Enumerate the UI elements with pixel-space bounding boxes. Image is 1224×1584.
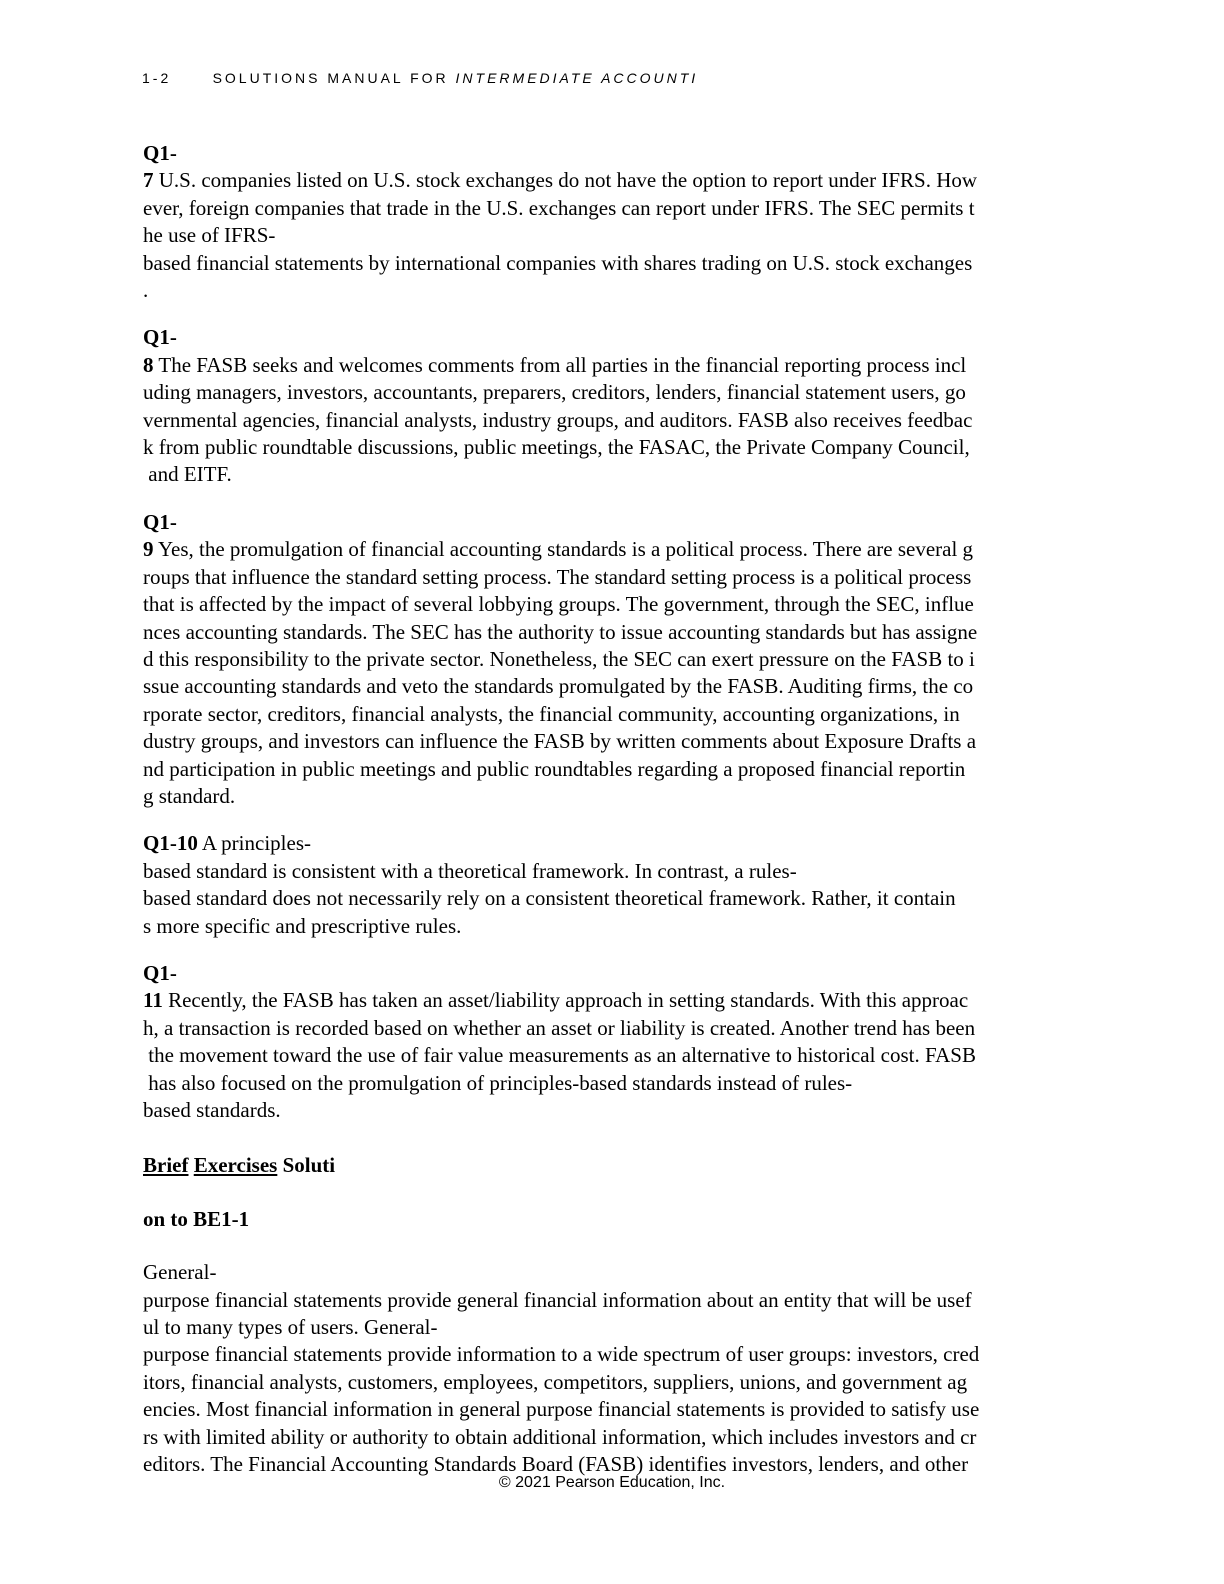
copyright-footer: © 2021 Pearson Education, Inc.	[498, 1474, 726, 1491]
answer-line: vernmental agencies, financial analysts, industry groups, and auditors. FASB also receives feedbac	[143, 407, 973, 432]
question-11	[143, 960, 1078, 1124]
answer-line: has also focused on the promulgation of principles-based standards instead of rules-	[143, 1070, 853, 1095]
question-number: 7	[143, 168, 154, 193]
answer-line: h, a transaction is recorded based on whether an asset or liability is created. Another trend has been	[143, 1015, 976, 1040]
question-number: 11	[143, 988, 163, 1013]
answer-line: g standard.	[143, 783, 236, 808]
answer-line: Recently, the FASB has taken an asset/liability approach in setting standards. With this approac	[162, 988, 969, 1013]
section-heading	[143, 1152, 1078, 1179]
answer-line: itors, financial analysts, customers, employees, competitors, suppliers, unions, and government ag	[143, 1369, 968, 1394]
question-label: Q1-	[143, 509, 177, 534]
answer-line: that is affected by the impact of several lobbying groups. The government, through the SEC, influe	[143, 592, 974, 617]
heading-word-soluti: Soluti	[282, 1153, 336, 1178]
page-number: 1-2	[142, 70, 172, 86]
answer-line: The FASB seeks and welcomes comments from all parties in the financial reporting process incl	[153, 352, 967, 377]
answer-line: based financial statements by international companies with shares trading on U.S. stock exchanges	[143, 250, 973, 275]
question-number: 8	[143, 352, 154, 377]
answer-line: rs with limited ability or authority to obtain additional information, which includes investors and cr	[143, 1424, 977, 1449]
answer-line: based standards.	[143, 1098, 281, 1122]
question-label: Q1-10	[143, 831, 198, 856]
heading-word-brief: Brief	[143, 1153, 189, 1178]
answer-line: nces accounting standards. The SEC has the authority to issue accounting standards but has assigne	[143, 619, 978, 644]
answer-line: k from public roundtable discussions, public meetings, the FASAC, the Private Company Council,	[143, 435, 970, 460]
running-header	[142, 70, 698, 86]
answer-line: d this responsibility to the private sector. Nonetheless, the SEC can exert pressure on the FASB to i	[143, 646, 975, 671]
answer-line: s more specific and prescriptive rules.	[143, 913, 462, 938]
header-title-italic: INTERMEDIATE ACCOUNTI	[455, 70, 699, 86]
question-label: Q1-	[143, 325, 177, 350]
answer-line: roups that influence the standard setting process. The standard setting process is a political process	[143, 564, 972, 589]
question-number: 9	[143, 537, 154, 562]
answer-line: General-	[143, 1260, 217, 1285]
answer-line: based standard is consistent with a theoretical framework. In contrast, a rules-	[143, 858, 797, 883]
answer-line: purpose financial statements provide general financial information about an entity that will be usef	[143, 1287, 972, 1312]
answer-line: the movement toward the use of fair value measurements as an alternative to historical cost. FASB	[143, 1043, 976, 1068]
answer-line: encies. Most financial information in general purpose financial statements is provided to satisfy use	[143, 1397, 980, 1422]
answer-line: .	[143, 278, 149, 303]
answer-line: nd participation in public meetings and public roundtables regarding a proposed financial reportin	[143, 756, 966, 781]
answer-line: Yes, the promulgation of financial accounting standards is a political process. There are several g	[153, 537, 974, 562]
question-8	[143, 324, 1078, 488]
question-label: Q1-	[143, 960, 177, 985]
answer-line: and EITF.	[143, 462, 232, 487]
answer-line: ever, foreign companies that trade in the U.S. exchanges can report under IFRS. The SEC permits t	[143, 195, 975, 220]
question-9	[143, 509, 1078, 810]
question-7	[143, 140, 1078, 304]
answer-line: U.S. companies listed on U.S. stock exchanges do not have the option to report under IFRS. How	[153, 168, 978, 193]
heading-word-exercises: Exercises	[193, 1153, 278, 1178]
header-title: SOLUTIONS MANUAL FOR	[212, 70, 449, 86]
answer-line: ssue accounting standards and veto the standards promulgated by the FASB. Auditing firms, the co	[143, 674, 974, 699]
answer-line: rporate sector, creditors, financial analysts, the financial community, accounting organizations, in	[143, 701, 960, 726]
document-body	[143, 140, 1078, 1478]
question-10	[143, 830, 1078, 940]
subsection-heading: on to BE1-1	[143, 1206, 250, 1231]
answer-line: dustry groups, and investors can influence the FASB by written comments about Exposure Drafts a	[143, 729, 977, 754]
answer-line: editors. The Financial Accounting Standards Board (FASB) identifies investors, lenders, and other	[143, 1452, 969, 1477]
answer-line: he use of IFRS-	[143, 223, 276, 248]
answer-line: A principles-	[197, 831, 311, 856]
answer-line: purpose financial statements provide information to a wide spectrum of user groups: investors, cred	[143, 1342, 980, 1367]
question-label: Q1-	[143, 141, 177, 165]
answer-line: uding managers, investors, accountants, preparers, creditors, lenders, financial statement users, go	[143, 380, 966, 405]
answer-line: based standard does not necessarily rely on a consistent theoretical framework. Rather, it contain	[143, 886, 956, 911]
answer-line: ul to many types of users. General-	[143, 1315, 438, 1340]
be1-1-answer	[143, 1259, 1078, 1478]
